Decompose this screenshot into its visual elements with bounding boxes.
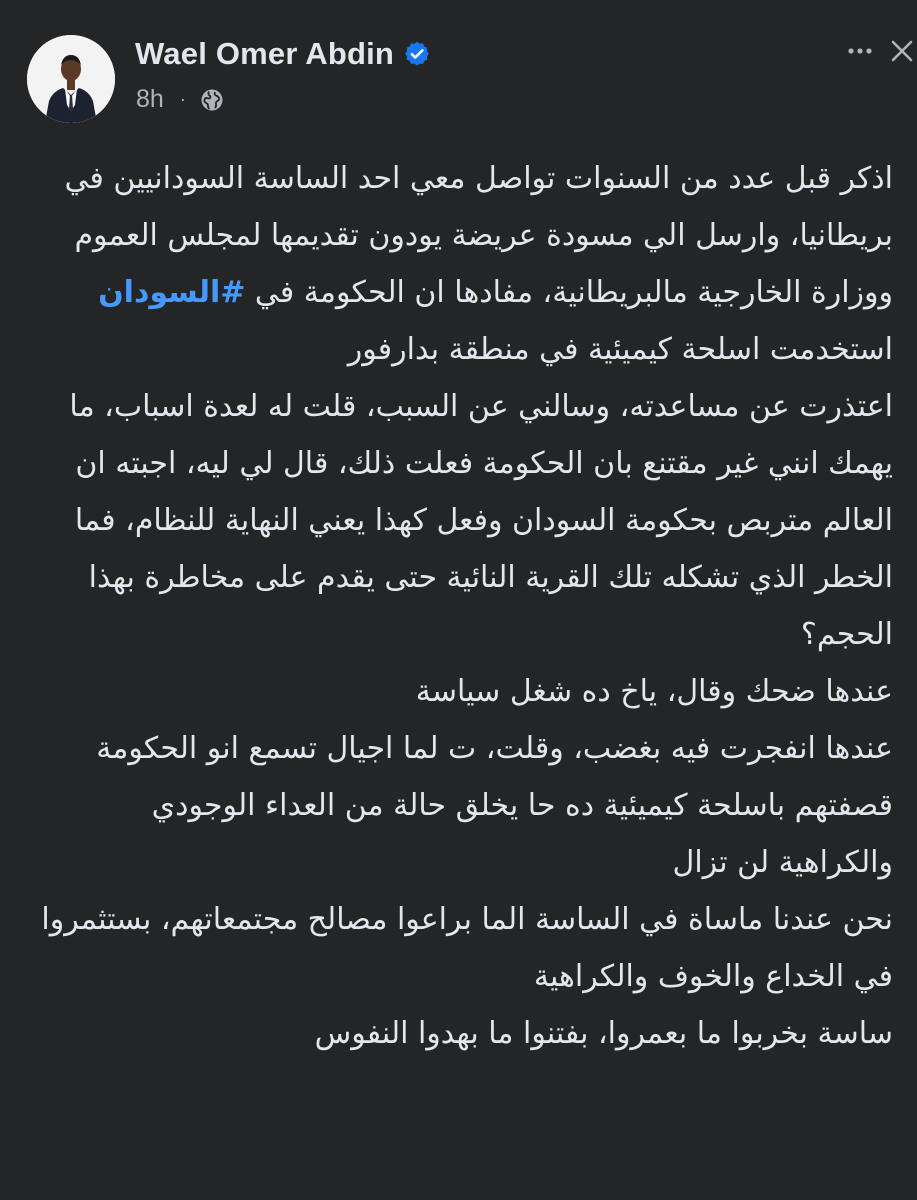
post-paragraph: اعتذرت عن مساعدته، وسالني عن السبب، قلت له لعدة اسباب، ما يهمك انني غير مقتنع بان الحكومة فعلت ذلك، قال لي ليه، اجبته ان العالم متربص بحكومة السودان وفعل كهذا يعني النهاية للنظام، فما الخطر الذي تشكله تلك القرية النائية حتى يقدم على مخاطرة بهذا الحجم؟ [69,389,893,652]
post-paragraph [40,150,893,378]
author-name-link[interactable] [135,36,431,72]
post-paragraph: عندها ضحك وقال، ياخ ده شغل سياسة [415,674,893,709]
post-timestamp[interactable]: 8h [136,85,164,113]
more-options-icon[interactable] [845,36,875,66]
author-name[interactable]: Wael Omer Abdin [135,36,395,71]
verified-badge-icon [403,40,431,68]
close-icon[interactable] [887,36,917,66]
avatar[interactable] [27,35,115,123]
meta-separator: · [179,89,186,109]
post-body [40,150,893,1062]
profile-photo-icon [27,35,115,123]
post-paragraph: ساسة بخربوا ما بعمروا، بفتنوا ما بهدوا النفوس [314,1016,893,1051]
post-paragraph: عندها انفجرت فيه بغضب، وقلت، ت لما اجيال تسمع انو الحكومة قصفتهم باسلحة كيميئية ده حا يخلق حالة من العداء الوجودي والكراهية لن تزال [96,731,893,880]
paragraph-text: استخدمت اسلحة كيميئية في منطقة بدارفور [347,332,893,367]
globe-icon[interactable] [200,88,224,112]
hashtag-link[interactable]: #السودان [98,275,246,310]
paragraph-text: اذكر قبل عدد من السنوات تواصل معي احد الساسة السودانيين في بريطانيا، وارسل الي مسودة عريضة يودون تقديمها لمجلس العموم ووزارة الخارجية مالبريطانية، مفادها ان الحكومة في [64,161,893,310]
post-meta [136,85,224,114]
post-paragraph: نحن عندنا ماساة في الساسة الما براعوا مصالح مجتمعاتهم، بستثمروا في الخداع والخوف والكراهية [41,902,893,994]
